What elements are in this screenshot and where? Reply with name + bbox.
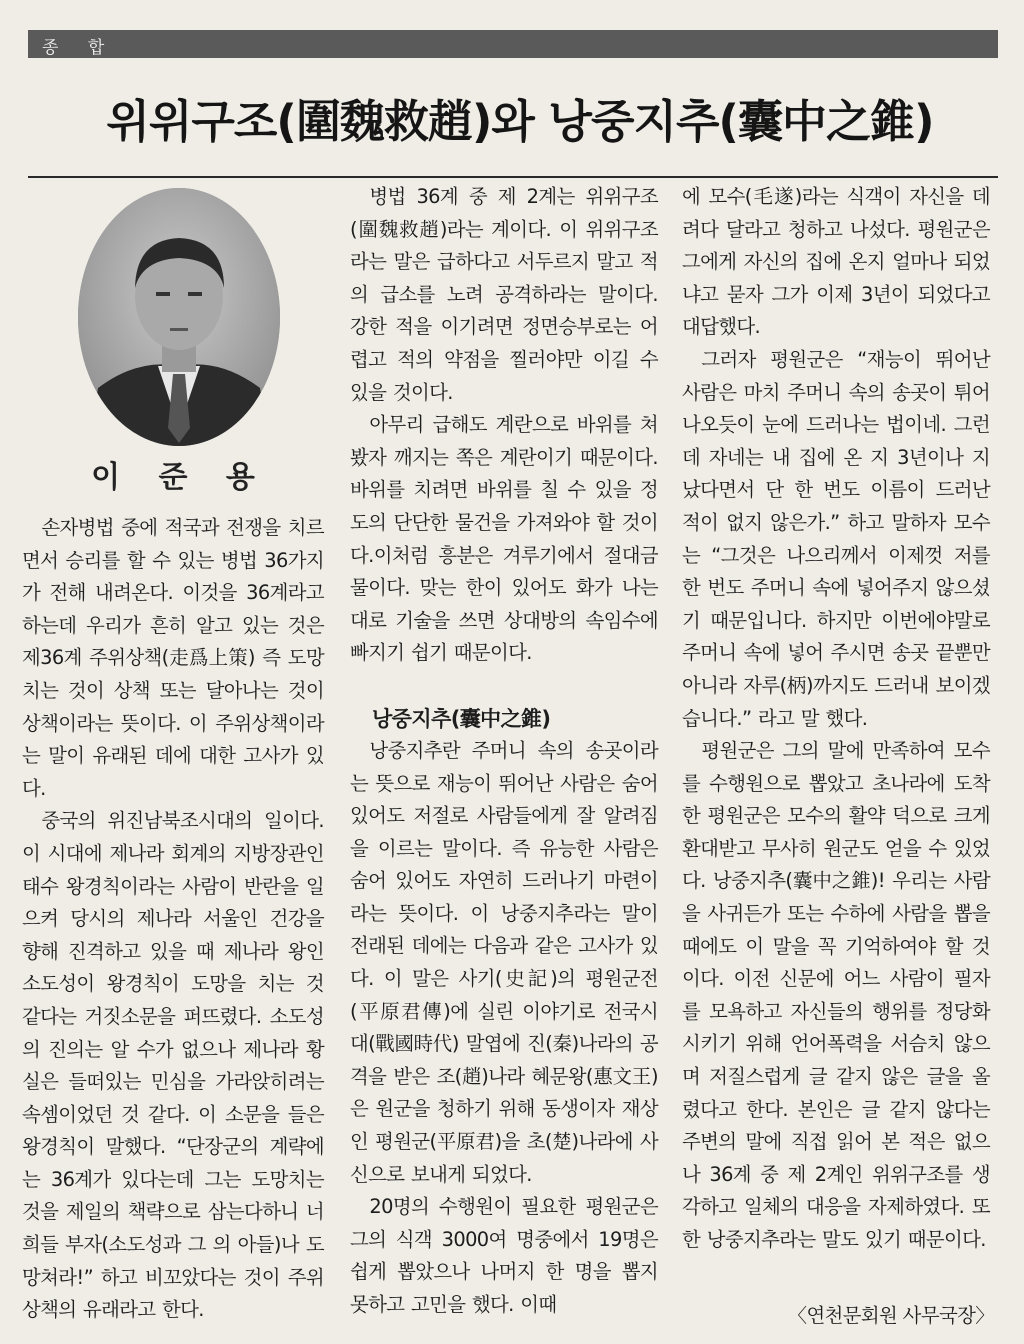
headline-rule [28,176,998,178]
column-2 [350,181,658,1322]
author-photo [78,188,280,446]
author-portrait-image [78,188,280,446]
subheading: 낭중지추(囊中之錐) [372,706,551,731]
paragraph: 손자병법 중에 적국과 전쟁을 치르면서 승리를 할 수 있는 병법 36가지가 전해 내려온다. 이것을 36계라고 하는데 우리가 흔히 알고 있는 것은 제36계 주위상책(走爲上策) 즉 도망치는 것이 상책 또는 달아나는 것이 상책이라는 뜻이다. 이 주위상책이라는 말이 유래된 데에 대한 고사가 있다. [22,516,324,800]
author-name: 이 준 용 [91,460,269,495]
paragraph: 낭중지추란 주머니 속의 송곳이라는 뜻으로 재능이 뛰어난 사람은 숨어 있어도 저절로 사람들에게 잘 알려짐을 이르는 말이다. 즉 유능한 사람은 숨어 있어도 자연히 드러나기 마련이라는 뜻이다. 이 낭중지추라는 말이 전래된 데에는 다음과 같은 고사가 있다. 이 말은 사기(史記)의 평원군전(平原君傳)에 실린 이야기로 전국시대(戰國時代) 말엽에 진(秦)나라의 공격을 받은 조(趙)나라 혜문왕(惠文王)은 원군을 청하기 위해 동생이자 재상인 평원군(平原君)을 초(楚)나라에 사신으로 보내게 되었다. [350,738,658,1186]
column-3 [682,181,990,1257]
column-1 [22,512,324,1327]
paragraph: 그러자 평원군은 “재능이 뛰어난 사람은 마치 주머니 속의 송곳이 튀어 나오듯이 눈에 드러나는 법이네. 그런데 자네는 내 집에 온 지 3년이나 지났다면서 단 한 번도 이름이 드러난 적이 없지 않은가.” 하고 말하자 모수는 “그것은 나으리께서 이제껏 저를 한 번도 주머니 속에 넣어주지 않으셨기 때문입니다. 하지만 이번에야말로 주머니 속에 넣어 주시면 송곳 끝뿐만 아니라 자루(柄)까지도 드러내 보이겠습니다.” 라고 말 했다. [682,347,990,730]
paragraph: 에 모수(毛遂)라는 식객이 자신을 데려다 달라고 청하고 나섰다. 평원군은 그에게 자신의 집에 온지 얼마나 되었냐고 묻자 그가 이제 3년이 되었다고 대답했다. [682,185,990,339]
paragraph: 아무리 급해도 계란으로 바위를 쳐봤자 깨지는 쪽은 계란이기 때문이다. 바위를 치려면 바위를 칠 수 있을 정도의 단단한 물건을 가져와야 할 것이다.이처럼 흥분은 겨루기에서 절대금물이다. 맞는 한이 있어도 화가 나는 대로 기술을 쓰면 상대방의 속임수에 빠지기 쉽기 때문이다. [350,413,658,665]
headline: 위위구조(圍魏救趙)와 낭중지추(囊中之錐) [106,95,934,148]
author-signature: 〈연천문회원 사무국장〉 [787,1304,994,1327]
section-bar [28,30,998,58]
paragraph: 중국의 위진남북조시대의 일이다. 이 시대에 제나라 회계의 지방장관인 태수 왕경칙이라는 사람이 반란을 일으켜 당시의 제나라 서울인 건강을 향해 진격하고 있을 때 제나라 왕인 소도성이 왕경칙이 도망을 치는 것 같다는 거짓소문을 퍼뜨렸다. 소도성의 진의는 알 수가 없으나 제나라 황실은 들떠있는 민심을 가라앉히려는 속셈이었던 것 같다. 이 소문을 들은 왕경칙이 말했다. “단장군의 계략에는 36계가 있다는데 그는 도망치는 것을 제일의 책략으로 삼는다하니 너희들 부자(소도성과 그 의 아들)나 도망쳐라!” 하고 비꼬았다는 것이 주위상책의 유래라고 한다. [22,809,324,1322]
paragraph: 평원군은 그의 말에 만족하여 모수를 수행원으로 뽑았고 초나라에 도착한 평원군은 모수의 활약 덕으로 크게 환대받고 무사히 원군도 얻을 수 있었다. 낭중지추(囊中之錐)! 우리는 사람을 사귀든가 또는 수하에 사람을 뽑을 때에도 이 말을 꼭 기억하여야 할 것이다. 이전 신문에 어느 사람이 필자를 모욕하고 자신들의 행위를 정당화시키기 위해 언어폭력을 서슴치 않으며 저질스럽게 글 같지 않은 글을 올렸다고 한다. 본인은 글 같지 않다는 주변의 말에 직접 읽어 본 적은 없으나 36계 중 제 2계인 위위구조를 생각하고 일체의 대응을 자제하였다. 또한 낭중지추라는 말도 있기 때문이다. [682,739,990,1251]
section-label: 종 합 [42,38,117,58]
paragraph: 병법 36계 중 제 2계는 위위구조(圍魏救趙)라는 계이다. 이 위위구조라는 말은 급하다고 서두르지 말고 적의 급소를 노려 공격하라는 말이다. 강한 적을 이기려면 정면승부로는 어렵고 적의 약점을 찔러야만 이길 수 있을 것이다. [350,185,658,404]
paragraph: 20명의 수행원이 필요한 평원군은 그의 식객 3000여 명중에서 19명은 쉽게 뽑았으나 나머지 한 명을 뽑지 못하고 고민을 했다. 이때 [350,1195,658,1316]
